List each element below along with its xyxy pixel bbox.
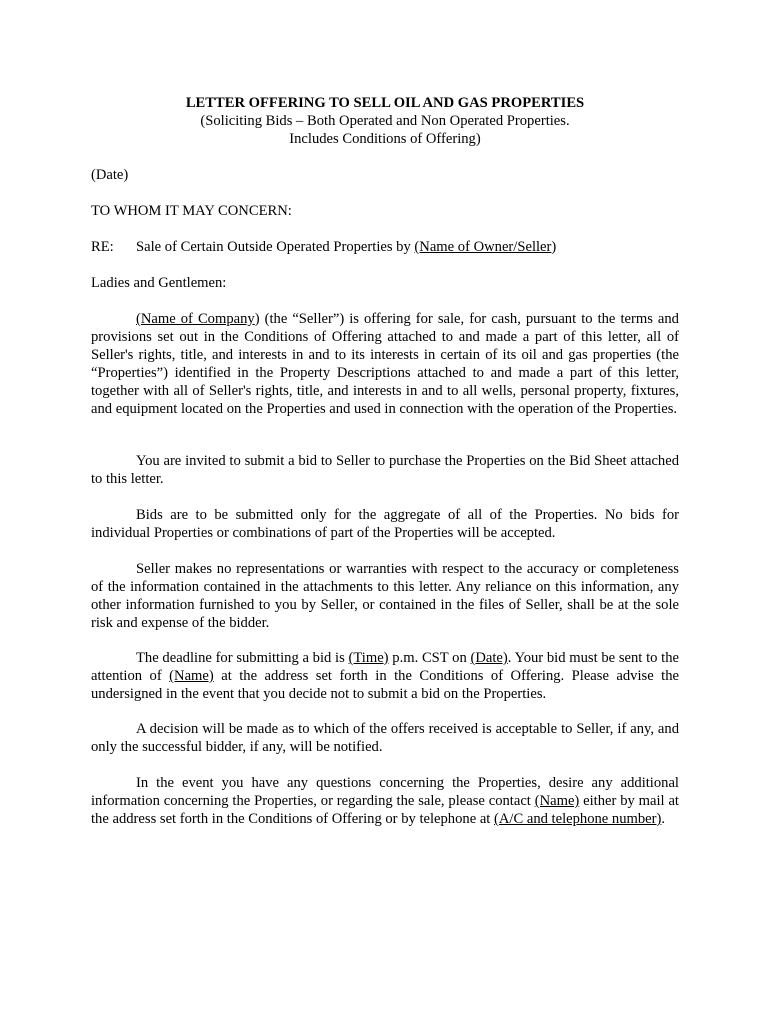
- deadline-text-1: The deadline for submitting a bid is: [136, 650, 349, 666]
- contact-text-2: either by mail at the address set forth in the Conditions of Offering or by telephone at: [91, 793, 679, 827]
- re-label: RE:: [91, 239, 114, 255]
- deadline-date-field: (Date): [470, 650, 508, 666]
- subtitle-line-2: Includes Conditions of Offering): [289, 131, 481, 147]
- paragraph-bid-rules: Bids are to be submitted only for the aggregate of all of the Properties. No bids for individual Properties or combinations of part of the Properties will be accepted.: [91, 507, 679, 541]
- deadline-text-3: . Your bid must be sent to the attention of: [91, 650, 679, 684]
- attention-name-field: (Name): [169, 668, 214, 684]
- contact-text-1: In the event you have any questions concerning the Properties, desire any additional information concerning the Properties, or regarding the sale, please contact: [91, 775, 679, 809]
- paragraph-contact: [91, 774, 679, 828]
- re-close: ): [551, 239, 557, 255]
- paragraph-offer: [91, 310, 679, 418]
- re-line: [91, 238, 679, 256]
- subtitle-line-1: (Soliciting Bids – Both Operated and Non Operated Properties.: [200, 113, 570, 129]
- re-text: Sale of Certain Outside Operated Properties by: [136, 239, 415, 255]
- greeting: Ladies and Gentlemen:: [91, 275, 227, 291]
- contact-text-3: .: [661, 811, 666, 827]
- paragraph-disclaimer: Seller makes no representations or warranties with respect to the accuracy or completeness of the information contained in the attachments to this letter. Any reliance on this information, any other information furnished to you by Seller, or contained in the files of Seller, shall be at the sole risk and expense of the bidder.: [91, 561, 679, 631]
- contact-name-field: (Name): [534, 793, 580, 809]
- document-title: LETTER OFFERING TO SELL OIL AND GAS PROPERTIES: [185, 95, 585, 111]
- telephone-field: (A/C and telephone number): [494, 811, 662, 827]
- time-field: (Time): [348, 650, 389, 666]
- salutation-to: TO WHOM IT MAY CONCERN:: [91, 203, 292, 219]
- owner-seller-field: (Name of Owner/Seller: [414, 239, 552, 255]
- company-name-field: (Name of Company: [136, 311, 255, 327]
- paragraph-invitation: You are invited to submit a bid to Seller to purchase the Properties on the Bid Sheet attached to this letter.: [91, 453, 679, 487]
- paragraph-deadline: [91, 649, 679, 703]
- paragraph-decision: A decision will be made as to which of the offers received is acceptable to Seller, if any, and only the successful bidder, if any, will be notified.: [91, 721, 679, 755]
- deadline-text-2: p.m. CST on: [388, 650, 471, 666]
- deadline-text-4: at the address set forth in the Conditions of Offering. Please advise the undersigned in the event that you decide not to submit a bid on the Properties.: [91, 668, 679, 702]
- paragraph-offer-text: ) (the “Seller”) is offering for sale, for cash, pursuant to the terms and provisions set out in the Conditions of Offering attached to and made a part of this letter, all of Seller's rights, title, and interests in and to its interests in certain of its oil and gas properties (the “Properties”) identified in the Property Descriptions attached to and made a part of this letter, together with all of Seller's rights, title, and interests in and to all wells, personal property, fixtures, and equipment located on the Properties and used in connection with the operation of the Properties.: [91, 311, 679, 417]
- date-placeholder: (Date): [91, 167, 129, 183]
